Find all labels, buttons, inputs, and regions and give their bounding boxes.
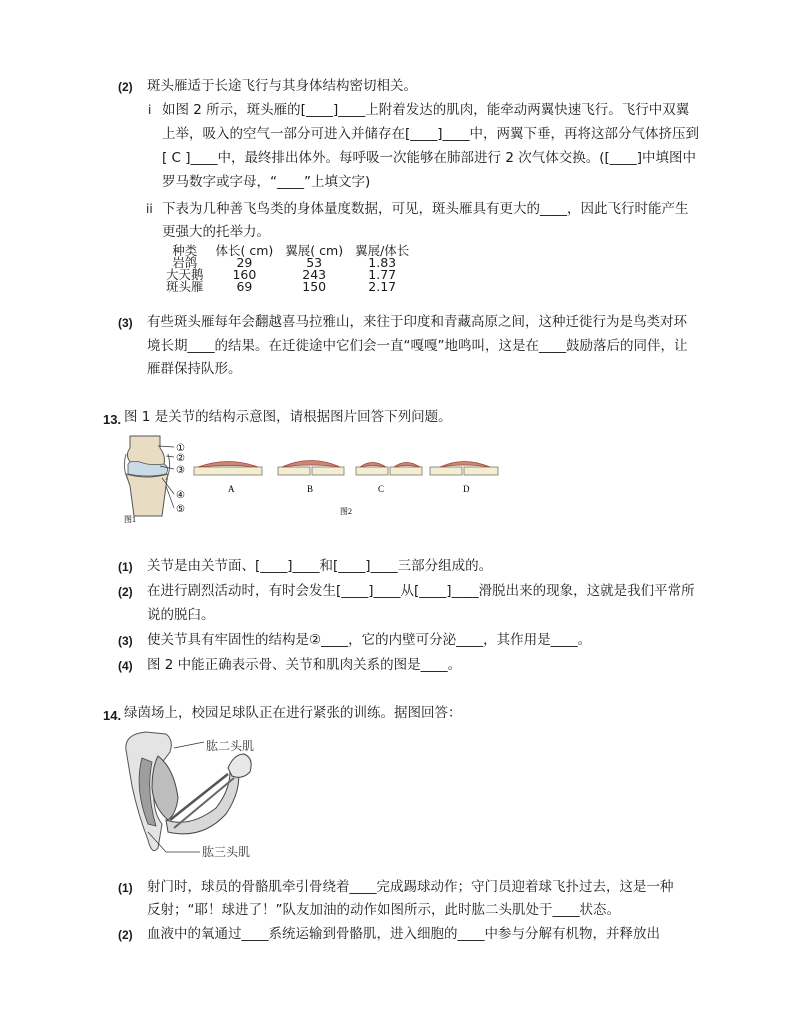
arm-muscle-figure bbox=[118, 728, 298, 863]
table-cell: 53 bbox=[306, 255, 323, 270]
table-row bbox=[160, 281, 415, 293]
joint-part-label: ① bbox=[176, 443, 185, 454]
q12-part2-text: 斑头雁适于长途飞行与其身体结构密切相关。 bbox=[147, 78, 417, 94]
q13-item-line: 说的脱臼。 bbox=[147, 607, 215, 623]
muscle-panel-c bbox=[356, 463, 422, 476]
q13-item-line: 关节是由关节面、[____]____和[____]____三部分组成的。 bbox=[147, 558, 493, 574]
joint-figure bbox=[110, 434, 510, 524]
q13-item-number: (1) bbox=[118, 560, 133, 574]
table-cell: 243 bbox=[302, 267, 327, 282]
q12-part3-number: (3) bbox=[118, 316, 133, 330]
q12-sub-ii-line: 下表为几种善飞鸟类的身体量度数据，可见，斑头雁具有更大的____，因此飞行时能产生 bbox=[162, 201, 689, 217]
q14-item-line: 反射；“耶！球进了！”队友加油的动作如图所示，此时肱二头肌处于____状态。 bbox=[147, 902, 620, 918]
panel-label: A bbox=[228, 484, 235, 494]
q12-sub-i-marker: i bbox=[148, 103, 152, 117]
table-cell: 斑头雁 bbox=[166, 279, 204, 294]
joint-part-label: ③ bbox=[176, 465, 185, 476]
q12-part2-number: (2) bbox=[118, 80, 133, 94]
table-header: 翼展( cm) bbox=[285, 243, 344, 258]
q13-item-number: (3) bbox=[118, 634, 133, 648]
q14-item-line: 射门时，球员的骨骼肌牵引骨绕着____完成踢球动作；守门员迎着球飞扑过去，这是一种 bbox=[147, 879, 674, 895]
table-cell: 29 bbox=[236, 255, 253, 270]
q14-item-number: (1) bbox=[118, 881, 133, 895]
table-cell: 69 bbox=[236, 279, 253, 294]
table-cell: 大天鹅 bbox=[166, 267, 204, 282]
bird-measurement-table bbox=[160, 245, 415, 293]
biceps-label: 肱二头肌 bbox=[206, 739, 255, 753]
muscle-panel-b bbox=[278, 461, 344, 476]
q13-item-line: 使关节具有牢固性的结构是②____，它的内壁可分泌____，其作用是____。 bbox=[147, 632, 592, 648]
table-header: 体长( cm) bbox=[215, 243, 274, 258]
table-cell: 1.77 bbox=[368, 267, 397, 282]
table-cell: 150 bbox=[302, 279, 327, 294]
q12-sub-i-line: 上举，吸入的空气一部分可进入并储存在[____]____中，两翼下垂，再将这部分气体挤压到 bbox=[162, 126, 700, 142]
q12-sub-i-line: 如图 2 所示，斑头雁的[____]____上附着发达的肌肉，能牵动两翼快速飞行。飞行中双翼 bbox=[162, 102, 690, 118]
figure1-caption: 图1 bbox=[124, 515, 136, 524]
joint-diagram bbox=[124, 436, 174, 516]
panel-label: C bbox=[378, 484, 385, 494]
q12-part3-line: 境长期____的结果。在迁徙途中它们会一直“嘎嘎”地鸣叫，这是在____鼓励落后的同伴，让 bbox=[147, 338, 688, 354]
muscle-panel-a bbox=[194, 462, 262, 476]
table-cell: 1.83 bbox=[368, 255, 397, 270]
q13-item-line: 在进行剧烈活动时，有时会发生[____]____从[____]____滑脱出来的现象，这就是我们平常所 bbox=[147, 583, 695, 599]
panel-label: D bbox=[463, 484, 470, 494]
q14-number: 14. bbox=[103, 708, 122, 723]
table-header: 种类 bbox=[172, 243, 198, 258]
table-header: 翼展/体长 bbox=[355, 243, 410, 258]
figure2-caption: 图2 bbox=[340, 507, 352, 516]
q13-number: 13. bbox=[103, 412, 122, 427]
joint-part-label: ④ bbox=[176, 490, 185, 501]
table-cell: 2.17 bbox=[368, 279, 397, 294]
panel-label: B bbox=[307, 484, 314, 494]
q12-sub-ii-line: 更强大的托举力。 bbox=[162, 224, 270, 240]
q12-part3-line: 有些斑头雁每年会翻越喜马拉雅山，来往于印度和青藏高原之间，这种迁徙行为是鸟类对环 bbox=[147, 314, 687, 330]
table-cell: 岩鸽 bbox=[172, 255, 198, 270]
muscle-panel-d bbox=[430, 462, 498, 476]
q12-sub-i-line: [ C ]____中，最终排出体外。每呼吸一次能够在肺部进行 2 次气体交换。([____]中填图中 bbox=[162, 150, 697, 166]
q14-item-line: 血液中的氧通过____系统运输到骨骼肌，进入细胞的____中参与分解有机物，并释放出 bbox=[147, 926, 660, 942]
joint-part-label: ② bbox=[176, 453, 185, 464]
q13-item-number: (2) bbox=[118, 585, 133, 599]
triceps-label: 肱三头肌 bbox=[202, 845, 251, 859]
q13-item-number: (4) bbox=[118, 659, 133, 673]
q12-sub-ii-marker: ii bbox=[146, 202, 153, 216]
table-cell: 160 bbox=[232, 267, 257, 282]
q12-part3-line: 雁群保持队形。 bbox=[147, 361, 242, 377]
q14-stem: 绿茵场上，校园足球队正在进行紧张的训练。据图回答： bbox=[124, 705, 462, 721]
q13-stem: 图 1 是关节的结构示意图，请根据图片回答下列问题。 bbox=[124, 409, 452, 425]
q13-item-line: 图 2 中能正确表示骨、关节和肌肉关系的图是____。 bbox=[147, 657, 462, 673]
q14-item-number: (2) bbox=[118, 928, 133, 942]
joint-part-label: ⑤ bbox=[176, 504, 185, 515]
q12-sub-i-line: 罗马数字或字母，“____”上填文字) bbox=[162, 174, 371, 190]
